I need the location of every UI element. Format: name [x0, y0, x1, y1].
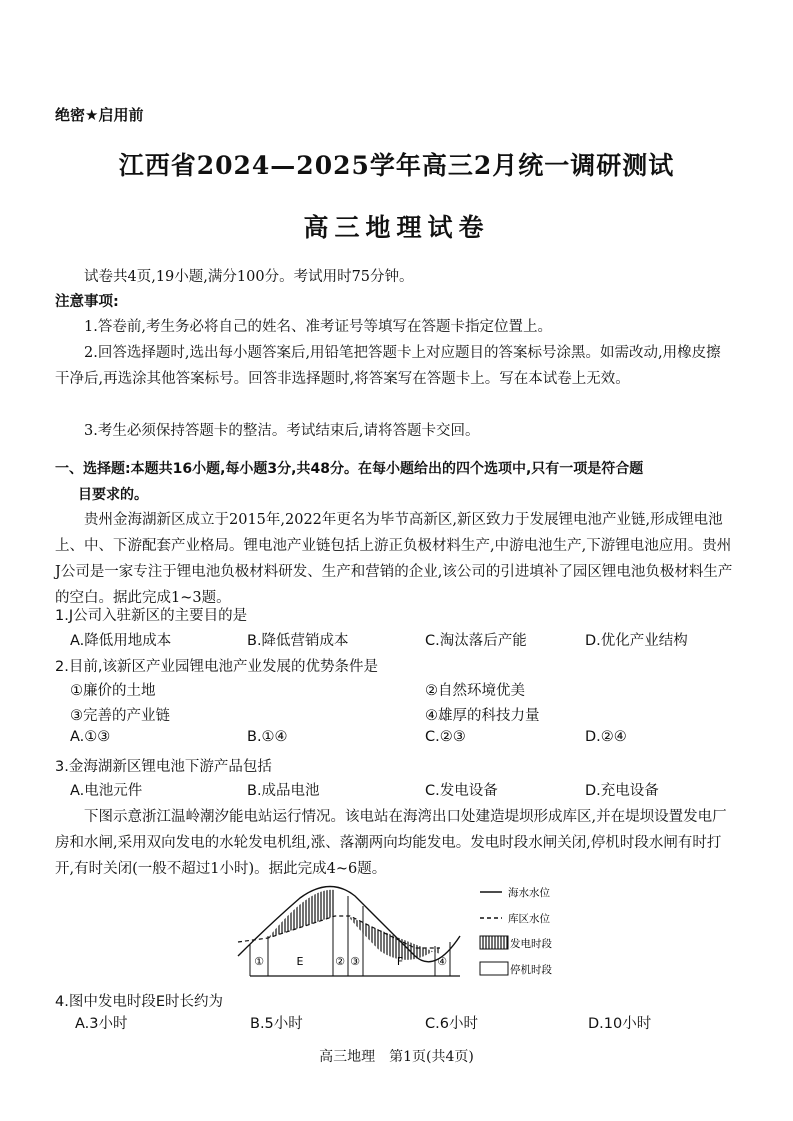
condition-4: ④雄厚的科技力量 [425, 708, 540, 724]
option-c[interactable]: C.发电设备 [425, 783, 498, 799]
figure-area [238, 886, 460, 976]
legend-shutdown: 停机时段 [510, 964, 552, 976]
legend-generation: 发电时段 [510, 938, 552, 950]
option-d[interactable]: D.优化产业结构 [585, 633, 688, 649]
segment-label-3: ③ [350, 955, 360, 968]
exam-intro: 试卷共4页,19小题,满分100分。考试用时75分钟。 [84, 269, 414, 285]
question-1-options [0, 629, 793, 655]
condition-2: ②自然环境优美 [425, 683, 525, 699]
question-2-stem: 2.目前,该新区产业园锂电池产业发展的优势条件是 [55, 659, 378, 675]
option-b[interactable]: B.降低营销成本 [247, 633, 349, 649]
legend-shutdown-swatch [480, 962, 508, 975]
segment-label-4: ④ [437, 955, 447, 968]
tidal-figure [230, 876, 570, 986]
segment-label-1: ① [254, 955, 264, 968]
option-b[interactable]: B.5小时 [250, 1016, 303, 1032]
figure-legend [480, 886, 552, 976]
segment-label-e: E [296, 955, 304, 968]
note-item-2: 2.回答选择题时,选出每小题答案后,用铅笔把答题卡上对应题目的答案标号涂黑。如需改动,用橡皮擦干净后,再选涂其他答案标号。回答非选择题时,将答案写在答题卡上。写在本试卷上无效。 [55, 345, 721, 387]
question-2-conditions-row2 [0, 704, 793, 730]
question-3-options [0, 779, 793, 805]
confidential-label: 绝密★启用前 [55, 106, 144, 124]
question-3-stem: 3.金海湖新区锂电池下游产品包括 [55, 759, 272, 775]
segment-label-2: ② [335, 955, 345, 968]
option-d[interactable]: D.②④ [585, 729, 627, 745]
question-4-options [0, 1012, 793, 1038]
option-c[interactable]: C.6小时 [425, 1016, 478, 1032]
condition-3: ③完善的产业链 [70, 708, 170, 724]
section-heading: 一、选择题:本题共16小题,每小题3分,共48分。在每小题给出的四个选项中,只有一项是符合题 [55, 461, 644, 477]
legend-generation-swatch [480, 936, 508, 949]
option-a[interactable]: A.电池元件 [70, 783, 143, 799]
option-b[interactable]: B.成品电池 [247, 783, 320, 799]
option-c[interactable]: C.②③ [425, 729, 466, 745]
option-b[interactable]: B.①④ [247, 729, 288, 745]
option-a[interactable]: A.3小时 [75, 1016, 128, 1032]
question-2-options [0, 729, 793, 755]
option-a[interactable]: A.①③ [70, 729, 111, 745]
segment-label-f: F [396, 955, 404, 968]
question-4-stem: 4.图中发电时段E时长约为 [55, 994, 223, 1010]
option-c[interactable]: C.淘汰落后产能 [425, 633, 527, 649]
legend-reservoir-level: 库区水位 [508, 913, 550, 925]
passage-tidal: 下图示意浙江温岭潮汐能电站运行情况。该电站在海湾出口处建造堤坝形成库区,并在堤坝设置发电厂房和水闸,采用双向发电的水轮发电机组,涨、落潮两向均能发电。发电时段水闸关闭,停机时段水闸有时打开,有时关闭(一般不超过1小时)。据此完成4~6题。 [55, 809, 727, 877]
section-heading-cont: 目要求的。 [78, 487, 148, 503]
legend-sea-level: 海水水位 [508, 887, 550, 899]
question-1-stem: 1.J公司入驻新区的主要目的是 [55, 608, 248, 624]
notes-heading: 注意事项: [55, 294, 119, 310]
page-footer: 高三地理 第1页(共4页) [319, 1049, 474, 1065]
question-2-conditions-row1 [0, 679, 793, 705]
option-d[interactable]: D.10小时 [588, 1016, 652, 1032]
generation-region-f [348, 916, 440, 960]
passage-lithium: 贵州金海湖新区成立于2015年,2022年更名为毕节高新区,新区致力于发展锂电池产业链,形成锂电池上、中、下游配套产业格局。锂电池产业链包括上游正负极材料生产,中游电池生产,下游锂电池应用。贵州J公司是一家专注于锂电池负极材料研发、生产和营销的企业,该公司的引进填补了园区锂电池负极材料生产的空白。据此完成1~3题。 [55, 512, 733, 606]
condition-1: ①廉价的土地 [70, 683, 156, 699]
note-item-1: 1.答卷前,考生务必将自己的姓名、准考证号等填写在答题卡指定位置上。 [84, 319, 552, 335]
exam-title: 江西省2024—2025学年高三2月统一调研测试 [118, 151, 675, 180]
note-item-3: 3.考生必须保持答题卡的整洁。考试结束后,请将答题卡交回。 [84, 423, 480, 439]
exam-subtitle: 高三地理试卷 [303, 213, 490, 242]
option-d[interactable]: D.充电设备 [585, 783, 659, 799]
option-a[interactable]: A.降低用地成本 [70, 633, 172, 649]
